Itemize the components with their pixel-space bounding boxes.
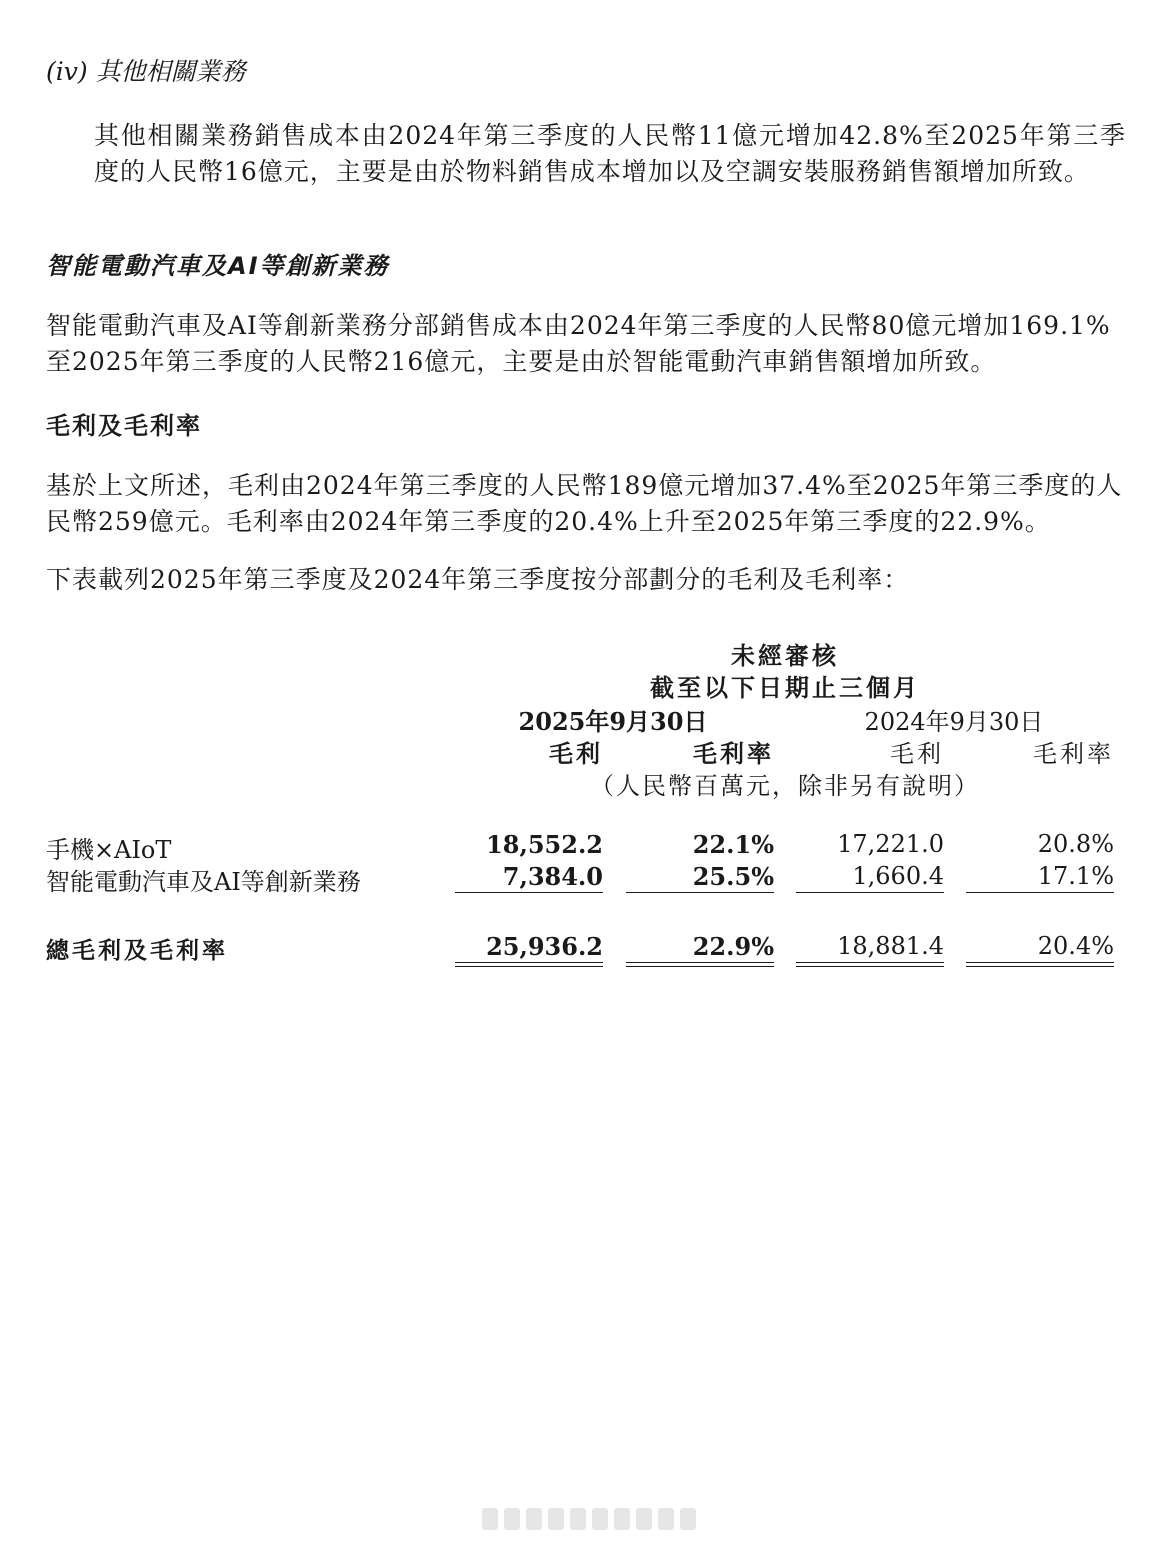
rule — [796, 892, 944, 893]
header-date-2025: 2025年9月30日 — [518, 707, 708, 736]
section-ev-heading: 智能電動汽車及AI等創新業務 — [46, 252, 390, 280]
table-intro: 下表載列2025年第三季度及2024年第三季度按分部劃分的毛利及毛利率： — [46, 565, 910, 594]
total-gpm-2025: 22.9% — [692, 932, 774, 961]
rule — [455, 892, 603, 893]
total-gp-2024: 18,881.4 — [837, 932, 944, 960]
section-gp-body: 基於上文所述，毛利由2024年第三季度的人民幣189億元增加37.4%至2025年第三季度的人民幣259億元。毛利率由2024年第三季度的20.4%上升至2025年第三季度的22.9%。 — [46, 471, 1123, 536]
section-ev-body: 智能電動汽車及AI等創新業務分部銷售成本由2024年第三季度的人民幣80億元增加169.1%至2025年第三季度的人民幣216億元，主要是由於智能電動汽車銷售額增加所致。 — [46, 311, 1111, 376]
header-date-2024: 2024年9月30日 — [864, 708, 1044, 736]
rule — [966, 892, 1114, 893]
row-label: 智能電動汽車及AI等創新業務 — [46, 868, 361, 896]
rule — [626, 892, 774, 893]
double-rule — [796, 962, 944, 967]
cell-gp-2024: 17,221.0 — [837, 830, 944, 858]
unit-note: （人民幣百萬元，除非另有說明） — [590, 772, 980, 800]
header-unaudited: 未經審核 — [731, 642, 839, 670]
col-gpm-2024: 毛利率 — [1033, 740, 1114, 768]
cell-gpm-2024: 17.1% — [1037, 862, 1114, 890]
total-gp-2025: 25,936.2 — [486, 932, 603, 961]
double-rule — [626, 962, 774, 967]
col-gp-2025: 毛利 — [549, 740, 603, 768]
section-iv-heading: (iv) 其他相關業務 — [46, 57, 246, 86]
cell-gpm-2025: 22.1% — [692, 830, 774, 859]
col-gp-2024: 毛利 — [890, 740, 944, 768]
total-gpm-2024: 20.4% — [1037, 932, 1114, 960]
section-gp-heading: 毛利及毛利率 — [46, 412, 202, 440]
total-label: 總毛利及毛利率 — [46, 938, 228, 964]
cell-gp-2024: 1,660.4 — [852, 862, 944, 890]
row-label: 手機×AIoT — [46, 836, 172, 864]
footer-watermark — [482, 1508, 696, 1530]
cell-gpm-2025: 25.5% — [692, 862, 774, 891]
cell-gp-2025: 7,384.0 — [502, 862, 603, 891]
double-rule — [455, 962, 603, 967]
cell-gpm-2024: 20.8% — [1037, 830, 1114, 858]
cell-gp-2025: 18,552.2 — [486, 830, 603, 859]
header-period: 截至以下日期止三個月 — [650, 674, 920, 702]
section-iv-body: 其他相關業務銷售成本由2024年第三季度的人民幣11億元增加42.8%至2025年第三季度的人民幣16億元，主要是由於物料銷售成本增加以及空調安裝服務銷售額增加所致。 — [94, 121, 1126, 186]
col-gpm-2025: 毛利率 — [693, 740, 774, 768]
double-rule — [966, 962, 1114, 967]
